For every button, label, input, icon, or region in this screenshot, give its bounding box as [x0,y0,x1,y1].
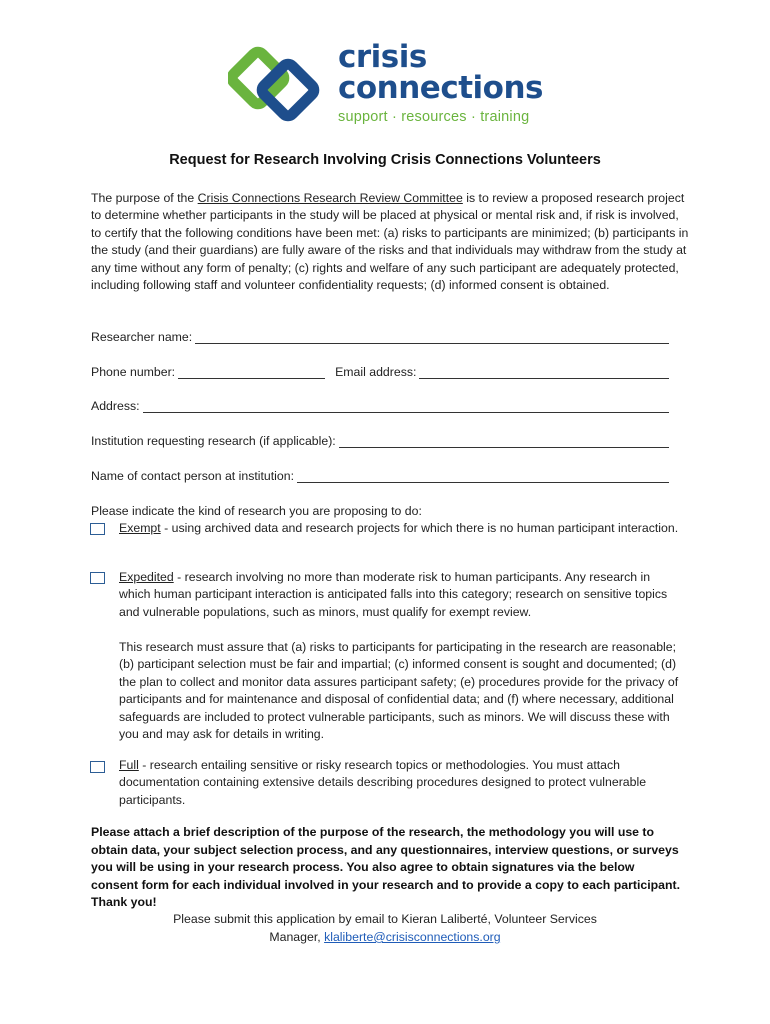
submit-line-1: Please submit this application by email to Kieran Laliberté, Volunteer Services [173,912,597,926]
document-title: Request for Research Involving Crisis Connections Volunteers [169,152,601,168]
expedited-assurance-paragraph: This research must assure that (a) risks to participants for participating in the research are reasonable; (b) participant selection must be fair and impartial; (c) informed consent is sought and documented; (d) the plan to collect and monitor data assures participant safety; (e) procedures provide for the privacy of participants and for maintenance and disposal of confidential data; and (f) where necessary, additional safeguards are included to protect vulnerable participants, such as minors. We will discuss these with you and may ask for details in writing. [119,640,679,742]
phone-label: Phone number: [91,365,176,379]
exempt-label: Exempt [119,521,161,535]
intro-rest: is to review a proposed research project to determine whether participants in the study will be placed at physical or mental risk and, if risk is involved, to certify that the following conditions have been met: (a) risks to participants are minimized; (b) participants in the study (and their guardians) are fully aware of the risks and that individuals may withdraw from the study at any time without any form of penalty; (c) rights and welfare of any such participant are adequately protected, including following staff and volunteer confidentiality requests; (d) informed consent is obtained. [91,191,689,293]
address-field [91,399,669,413]
institution-input-line[interactable] [339,435,669,448]
institution-label: Institution requesting research (if applicable): [91,434,336,448]
expedited-checkbox[interactable] [90,572,105,584]
exempt-description: - using archived data and research projects for which there is no human participant interaction. [160,521,679,535]
intro-paragraph [91,190,691,294]
attach-instructions: Please attach a brief description of the purpose of the research, the methodology you will use to obtain data, your subject selection process, and any questionnaires, interview questions, or surveys you will be using in your research process. You also agree to obtain signatures via the below consent form for each individual involved in your research and to provide a copy to each participant. Thank you! [91,825,681,910]
institution-field [91,434,669,448]
contact-person-field [91,469,669,483]
address-label: Address: [91,399,140,413]
email-input-line[interactable] [419,366,669,379]
submit-line-2-prefix: Manager, [269,930,325,944]
crisis-connections-logo [228,39,548,132]
contact-person-label: Name of contact person at institution: [91,469,295,483]
expedited-option [119,569,679,621]
researcher-name-label: Researcher name: [91,330,193,344]
exempt-checkbox[interactable] [90,523,105,535]
intro-prefix: The purpose of the [91,191,198,205]
phone-email-row [91,365,669,379]
researcher-name-input-line[interactable] [195,331,669,344]
full-option [119,757,679,809]
expedited-description: - research involving no more than moderate risk to human participants. Any research in which human participant interaction is anticipated falls into this category; research on sensitive topics and vulnerable populations, such as minors, must qualify for exempt review. [119,570,668,619]
researcher-name-field [91,330,669,344]
research-kind-prompt: Please indicate the kind of research you are proposing to do: [91,504,422,518]
phone-input-line[interactable] [178,366,325,379]
brand-text [338,39,543,125]
full-description: - research entailing sensitive or risky research topics or methodologies. You must attach documentation containing extensive details describing procedures designed to protect vulnerable participants. [119,758,647,807]
address-input-line[interactable] [143,400,669,413]
committee-name: Crisis Connections Research Review Committee [197,191,463,205]
contact-person-input-line[interactable] [297,470,669,483]
submit-instructions [0,910,770,946]
brand-line-crisis: crisis [338,39,427,75]
full-checkbox[interactable] [90,761,105,773]
expedited-label: Expedited [119,570,174,584]
email-link[interactable]: klaliberte@crisisconnections.org [324,930,501,944]
email-label: Email address: [335,365,417,379]
full-label: Full [119,758,139,772]
exempt-option [119,520,679,537]
brand-line-connections: connections [338,70,543,106]
brand-tagline: support · resources · training [338,109,530,125]
submit-line-2 [0,928,770,946]
linked-squares-logo-icon [228,46,328,128]
